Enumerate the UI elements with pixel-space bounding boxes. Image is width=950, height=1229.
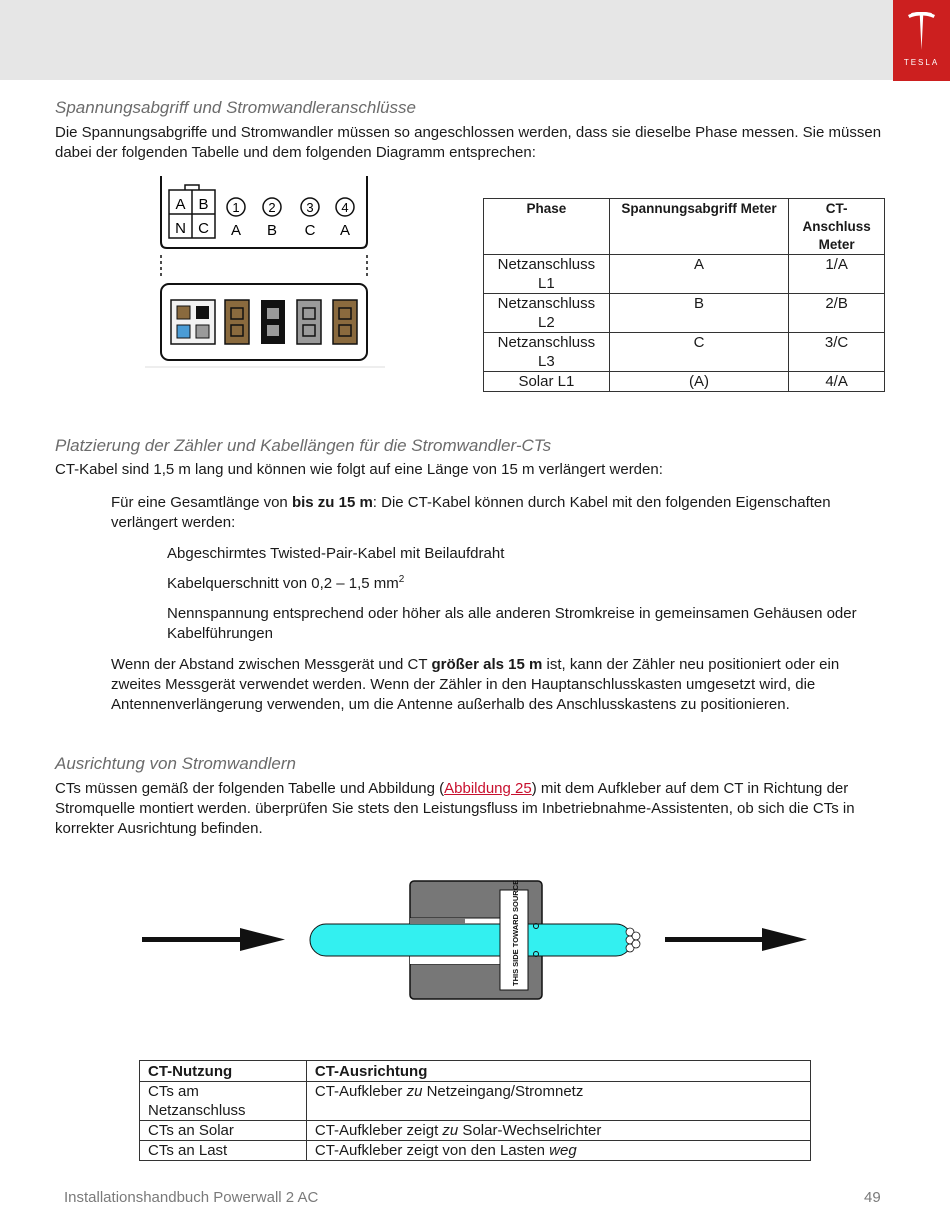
orientation-text-pre: CTs müssen gemäß der folgenden Tabelle und Abbildung ( bbox=[55, 780, 445, 797]
ct-port-4-label bbox=[336, 198, 354, 239]
ct-port-cell: 4/A bbox=[789, 372, 885, 392]
ct-port-cell: 1/A bbox=[789, 255, 885, 294]
voltage-tap-cell: (A) bbox=[609, 372, 788, 392]
ct-port-1-phase: A bbox=[230, 222, 242, 239]
orientation-emphasis: weg bbox=[549, 1142, 577, 1159]
voltage-tap-cell: B bbox=[609, 294, 788, 333]
arrow-right-icon bbox=[665, 928, 807, 951]
orientation-text-post: ) mit dem Aufkleber auf dem CT in Richtung der Stromquelle montiert werden. überprüfen Sie stets den Leistungsfluss im Inbetriebnahme-Assistenten, ob sich die CTs in korrekter Ausrichtung befinden. bbox=[55, 780, 855, 837]
ct-orientation-cell bbox=[306, 1121, 810, 1141]
section2-intro: CT-Kabel sind 1,5 m lang und können wie folgt auf eine Länge von 15 m verlängert werden: bbox=[55, 461, 663, 478]
table-row bbox=[140, 1141, 811, 1161]
orientation-emphasis: zu bbox=[442, 1122, 459, 1139]
footer-document-title: Installationshandbuch Powerwall 2 AC bbox=[64, 1189, 319, 1206]
arrow-right-icon bbox=[142, 928, 285, 951]
tesla-t-icon bbox=[907, 12, 936, 52]
orientation-pre: CT-Aufkleber bbox=[314, 1083, 407, 1100]
ct-port-4-number: 4 bbox=[341, 200, 349, 215]
phase-table-header-voltage-tap: Spannungsabgriff Meter bbox=[609, 199, 788, 255]
distance-bold: größer als 15 m bbox=[431, 656, 543, 673]
orientation-post: Solar-Wechselrichter bbox=[458, 1122, 602, 1139]
section-heading-meter-placement: Platzierung der Zähler und Kabellängen für die Stromwandler-CTs bbox=[55, 436, 552, 455]
ct-use-cell: CTs am Netzanschluss bbox=[140, 1082, 307, 1121]
section3-paragraph bbox=[55, 779, 905, 839]
ct-port-cell: 3/C bbox=[789, 333, 885, 372]
table-row bbox=[484, 255, 885, 294]
footer-page-number: 49 bbox=[864, 1189, 881, 1206]
ct-port-1-label bbox=[227, 198, 245, 239]
ct-orientation-cell bbox=[306, 1141, 810, 1161]
ct-table-header-row bbox=[140, 1061, 811, 1082]
ct-use-cell: CTs an Solar bbox=[140, 1121, 307, 1141]
table-row bbox=[484, 372, 885, 392]
connector-diagram bbox=[145, 172, 387, 370]
table-row bbox=[140, 1121, 811, 1141]
phase-cell: Netzanschluss L1 bbox=[484, 255, 610, 294]
ct-port-2-phase: B bbox=[266, 222, 278, 239]
cable-spec-item-3: Nennspannung entsprechend oder höher als alle anderen Stromkreise in gemeinsamen Gehäusen oder Kabelführungen bbox=[167, 605, 857, 642]
ct-table-header-orientation: CT-Ausrichtung bbox=[306, 1061, 810, 1082]
connector-letter-n: N bbox=[175, 220, 186, 237]
section-heading-voltage-taps: Spannungsabgriff und Stromwandleranschlüsse bbox=[55, 98, 417, 117]
voltage-tap-cell: C bbox=[609, 333, 788, 372]
cable-cross-section-unit-exponent: 2 bbox=[398, 574, 405, 585]
phase-cell: Solar L1 bbox=[484, 372, 610, 392]
extension-length-bold: bis zu 15 m bbox=[291, 494, 373, 511]
extension-text-post: : Die CT-Kabel können durch Kabel mit den folgenden Eigenschaften verlängert werden: bbox=[111, 494, 831, 531]
cable-cross-section-text: Kabelquerschnitt von 0,2 – 1,5 mm bbox=[167, 575, 399, 592]
connector-letter-c: C bbox=[198, 220, 209, 237]
table-row bbox=[484, 294, 885, 333]
orientation-emphasis: zu bbox=[406, 1083, 423, 1100]
distance-text-pre: Wenn der Abstand zwischen Messgerät und CT bbox=[111, 656, 432, 673]
ct-port-1-number: 1 bbox=[232, 200, 240, 215]
ct-orientation-figure bbox=[140, 878, 810, 1003]
phase-table-header-row bbox=[484, 199, 885, 255]
section-heading-ct-orientation: Ausrichtung von Stromwandlern bbox=[55, 754, 296, 773]
orientation-pre: CT-Aufkleber zeigt bbox=[314, 1122, 443, 1139]
ct-use-cell: CTs an Last bbox=[140, 1141, 307, 1161]
voltage-tap-cell: A bbox=[609, 255, 788, 294]
table-row bbox=[484, 333, 885, 372]
distance-text-post: ist, kann der Zähler neu positioniert oder ein zweites Messgerät verwendet werden. Wenn der Zähler in den Hauptanschlusskasten umgesetzt wird, die Antennenverlängerung verwenden, um die Antenne außerhalb des Anschlusskastens zu positionieren. bbox=[111, 656, 840, 713]
ct-port-3-number: 3 bbox=[306, 200, 314, 215]
ct-orientation-table bbox=[139, 1060, 811, 1161]
ct-port-4-phase: A bbox=[339, 222, 351, 239]
orientation-pre: CT-Aufkleber zeigt von den Lasten bbox=[314, 1142, 550, 1159]
connector-letter-a: A bbox=[175, 196, 186, 213]
section2-extension-paragraph bbox=[111, 493, 851, 533]
phase-cell: Netzanschluss L3 bbox=[484, 333, 610, 372]
cable-spec-item-2 bbox=[167, 574, 867, 594]
tesla-wordmark: TESLA bbox=[903, 58, 940, 67]
ct-sticker-label: THIS SIDE TOWARD SOURCE bbox=[511, 879, 520, 986]
ct-port-2-label bbox=[263, 198, 281, 239]
phase-table-header-ct-port: CT-Anschluss Meter bbox=[789, 199, 885, 255]
ct-port-2-number: 2 bbox=[268, 200, 276, 215]
ct-port-3-label bbox=[301, 198, 319, 239]
ct-port-cell: 2/B bbox=[789, 294, 885, 333]
ct-port-3-phase: C bbox=[304, 222, 316, 239]
connector-letter-b: B bbox=[198, 196, 209, 213]
figure-25-link[interactable]: Abbildung 25 bbox=[444, 780, 532, 797]
ct-orientation-cell bbox=[306, 1082, 810, 1121]
header-bar bbox=[0, 0, 950, 80]
phase-cell: Netzanschluss L2 bbox=[484, 294, 610, 333]
cable-strands-icon bbox=[626, 928, 640, 952]
tesla-logo bbox=[893, 0, 950, 81]
cable-spec-item-1: Abgeschirmtes Twisted-Pair-Kabel mit Beilaufdraht bbox=[167, 545, 505, 562]
section2-distance-paragraph bbox=[111, 655, 891, 715]
extension-text-pre: Für eine Gesamtlänge von bbox=[111, 494, 292, 511]
ct-table-header-use: CT-Nutzung bbox=[140, 1061, 307, 1082]
orientation-post: Netzeingang/Stromnetz bbox=[422, 1083, 584, 1100]
table-row bbox=[140, 1082, 811, 1121]
section1-paragraph: Die Spannungsabgriffe und Stromwandler müssen so angeschlossen werden, dass sie dieselbe Phase messen. Sie müssen dabei der folgenden Tabelle und dem folgenden Diagramm entsprechen: bbox=[55, 124, 882, 161]
phase-table-header-phase: Phase bbox=[484, 199, 610, 255]
phase-table bbox=[483, 198, 885, 392]
